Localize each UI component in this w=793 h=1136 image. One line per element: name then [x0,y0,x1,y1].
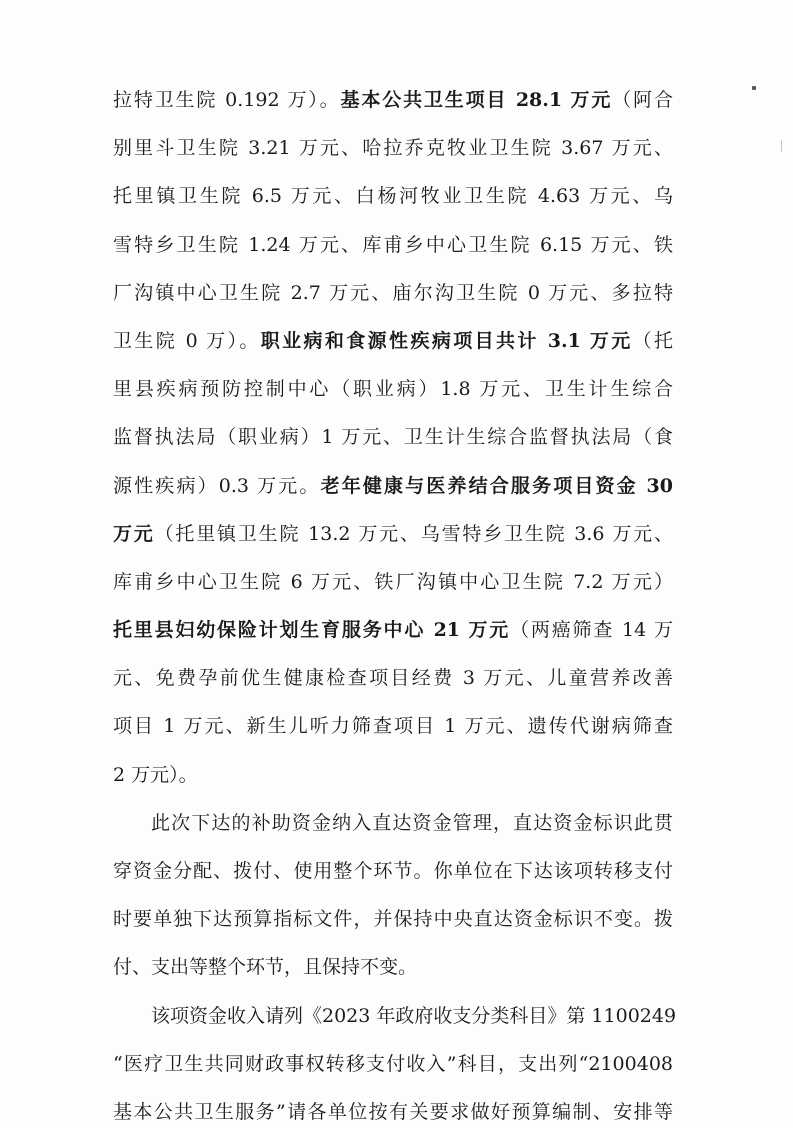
text-run: 库甫乡中心卫生院 6 万元、铁厂沟镇中心卫生院 7.2 万元） [113,570,673,593]
text-line [113,799,673,847]
text-line [113,654,673,702]
text-line [113,1088,673,1136]
bold-text-run: 老年健康与医养结合服务项目资金 30 [320,474,673,497]
text-run: 卫生院 0 万）。 [113,329,261,352]
text-run: 穿资金分配、拨付、使用整个环节。你单位在下达该项转移支付 [113,860,673,882]
text-run: 别里斗卫生院 3.21 万元、哈拉乔克牧业卫生院 3.67 万元、 [113,137,673,160]
text-line [113,172,673,220]
text-run: 厂沟镇中心卫生院 2.7 万元、庙尔沟卫生院 0 万元、多拉特 [113,281,673,304]
bold-text-run: 基本公共卫生项目 28.1 万元 [340,89,613,111]
text-run: 基本公共卫生服务”请各单位按有关要求做好预算编制、安排等 [113,1100,673,1123]
text-run: 监督执法局（职业病）1 万元、卫生计生综合监督执法局（食 [113,426,673,449]
text-run: 托里镇卫生院 6.5 万元、白杨河牧业卫生院 4.63 万元、乌 [113,185,673,208]
text-line [113,558,673,606]
bold-text-run: 万元 [113,522,155,545]
text-run: 时要单独下达预算指标文件，并保持中央直达资金标识不变。拨 [113,908,673,931]
text-line [113,992,677,1040]
text-run: 源性疾病）0.3 万元。 [113,474,321,497]
text-line [113,1040,673,1088]
text-run: “医疗卫生共同财政事权转移支付收入”科目，支出列“2100408 [113,1052,673,1075]
text-run: （阿合 [612,89,673,111]
text-run: （两癌筛查 14 万 [510,619,674,642]
text-line [113,124,673,172]
text-run: 该项资金收入请列《2023 年政府收支分类科目》第 1100249 [151,1004,677,1027]
text-run: 元、免费孕前优生健康检查项目经费 3 万元、儿童营养改善 [113,667,673,690]
text-run: （托里镇卫生院 13.2 万元、乌雪特乡卫生院 3.6 万元、 [154,522,673,545]
text-line [113,510,673,558]
text-line [113,413,673,461]
document-body [113,76,677,1136]
scan-speck [752,86,756,90]
text-line [113,462,673,510]
bold-text-run: 职业病和食源性疾病项目共计 3.1 万元 [260,329,633,352]
text-line [113,221,673,269]
text-line [113,76,673,124]
text-run: （托 [632,329,673,352]
text-line [113,606,673,654]
scan-edge-mark [781,140,782,152]
text-line [113,847,673,895]
text-run: 项目 1 万元、新生儿听力筛查项目 1 万元、遗传代谢病筛查 [113,715,673,738]
text-line [113,317,673,365]
text-run: 雪特乡卫生院 1.24 万元、库甫乡中心卫生院 6.15 万元、铁 [113,233,673,256]
text-line [113,895,673,943]
text-run: 此次下达的补助资金纳入直达资金管理，直达资金标识此贯 [151,811,673,834]
text-run: 2 万元）。 [113,763,198,786]
text-run: 里县疾病预防控制中心（职业病）1.8 万元、卫生计生综合 [113,378,673,401]
bold-text-run: 托里县妇幼保险计划生育服务中心 21 万元 [113,619,511,642]
text-line [113,269,673,317]
text-line [113,943,673,991]
text-run: 拉特卫生院 0.192 万）。 [113,89,341,111]
text-run: 付、支出等整个环节，且保持不变。 [113,956,418,979]
text-line [113,751,673,799]
text-line [113,702,673,750]
text-line [113,365,673,413]
